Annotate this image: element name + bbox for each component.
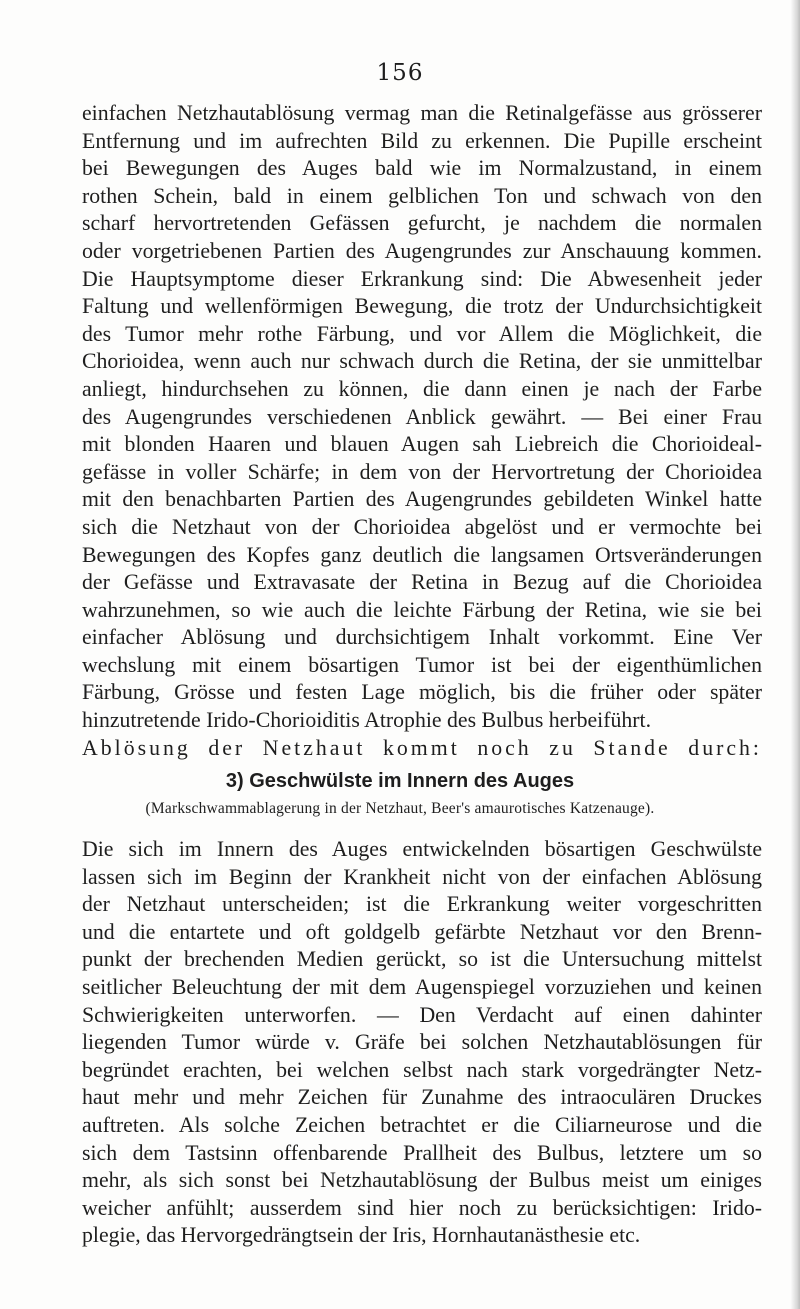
text-line: der Netzhaut unterscheiden; ist die Erkrankung weiter vorgeschritten: [82, 892, 762, 917]
text-line: des Tumor mehr rothe Färbung, und vor Allem die Möglichkeit, die: [82, 321, 762, 346]
text-line: Bewegungen des Kopfes ganz deutlich die langsamen Ortsveränderungen: [82, 542, 762, 567]
text-line: punkt der brechenden Medien gerückt, so ist die Untersuchung mittelst: [82, 947, 762, 972]
text-line: hinzutretende Irido-Chorioiditis Atrophie des Bulbus herbeiführt.: [82, 708, 652, 733]
text-line: Schwierigkeiten unterworfen. — Den Verdacht auf einen dahinter: [82, 1002, 762, 1027]
text-line: lassen sich im Beginn der Krankheit nicht von der einfachen Ablösung: [82, 864, 762, 889]
text-line: und die entartete und oft goldgelb gefärbte Netzhaut vor den Brenn-: [82, 919, 762, 944]
text-line: mit den benachbarten Partien des Augengrundes gebildeten Winkel hatte: [82, 487, 762, 512]
text-line: einfacher Ablösung und durchsichtigem Inhalt vorkommt. Eine Ver: [82, 625, 762, 650]
text-line: mit blonden Haaren und blauen Augen sah Liebreich die Chorioideal-: [82, 432, 762, 457]
text-line: Färbung, Grösse und festen Lage möglich, bis die früher oder später: [82, 680, 762, 705]
text-line: weicher anfühlt; ausserdem sind hier noch zu berücksichtigen: Irido-: [82, 1195, 762, 1220]
text-line: der Gefässe und Extravasate der Retina in Bezug auf die Chorioidea: [82, 570, 762, 595]
text-line: Die sich im Innern des Auges entwickelnden bösartigen Geschwülste: [82, 837, 762, 861]
text-line: liegenden Tumor würde v. Gräfe bei solchen Netzhautablösungen für: [82, 1030, 762, 1055]
text-line: seitlicher Beleuchtung der mit dem Augenspiegel vorzuziehen und keinen: [82, 974, 762, 999]
text-line: wahrzunehmen, so wie auch die leichte Färbung der Retina, wie sie bei: [82, 597, 762, 622]
text-line: plegie, das Hervorgedrängtsein der Iris, Hornhautanästhesie etc.: [82, 1223, 641, 1248]
text-line: mehr, als sich sonst bei Netzhautablösung der Bulbus meist um einiges: [82, 1168, 762, 1193]
page-number: [0, 60, 800, 86]
text-line: Chorioidea, wenn auch nur schwach durch die Retina, der sie unmittelbar: [82, 349, 762, 374]
text-line: Entfernung und im aufrechten Bild zu erkennen. Die Pupille erscheint: [82, 128, 762, 153]
text-line: scharf hervortretenden Gefässen gefurcht, je nachdem die normalen: [82, 211, 762, 236]
text-line: einfachen Netzhautablösung vermag man die Retinalgefässe aus grösserer: [82, 101, 762, 125]
text-line: sich dem Tastsinn offenbarende Prallheit des Bulbus, letztere um so: [82, 1140, 762, 1165]
text-line: des Augengrundes verschiedenen Anblick gewährt. — Bei einer Frau: [82, 404, 762, 429]
text-line: begründet erachten, bei welchen selbst nach stark vorgedrängter Netz-: [82, 1057, 762, 1082]
text-line-spaced: Ablösung der Netzhaut kommt noch zu Stande durch:: [82, 735, 762, 760]
text-line: gefässe in voller Schärfe; in dem von der Hervortretung der Chorioidea: [82, 459, 762, 484]
section-heading: 3) Geschwülste im Innern des Auges: [225, 770, 575, 792]
text-line: Faltung und wellenförmigen Bewegung, die trotz der Undurchsichtigkeit: [82, 294, 762, 319]
page-edge-shadow: [790, 0, 800, 1309]
text-line: bei Bewegungen des Auges bald wie im Normalzustand, in einem: [82, 156, 762, 181]
text-line: Die Hauptsymptome dieser Erkrankung sind: Die Abwesenheit jeder: [82, 266, 762, 291]
page-number-text: 156: [376, 60, 424, 86]
text-line: rothen Schein, bald in einem gelblichen Ton und schwach von den: [82, 183, 762, 208]
text-line: auftreten. Als solche Zeichen betrachtet er die Ciliarneurose und die: [82, 1112, 762, 1137]
text-line: wechslung mit einem bösartigen Tumor ist bei der eigenthümlichen: [82, 652, 762, 677]
text-line: haut mehr und mehr Zeichen für Zunahme des intraoculären Druckes: [82, 1085, 762, 1110]
text-line: oder vorgetriebenen Partien des Augengrundes zur Anschauung kommen.: [82, 238, 762, 263]
paragraph-intraocular-tumors: [82, 836, 762, 1250]
paragraph-retinal-detachment: [82, 100, 762, 762]
section-subheading: (Markschwammablagerung in der Netzhaut, Beer's amaurotisches Katzenauge).: [145, 800, 655, 817]
text-line: sich die Netzhaut von der Chorioidea abgelöst und er vermochte bei: [82, 514, 762, 539]
text-line: anliegt, hindurchsehen zu können, die dann einen je nach der Farbe: [82, 376, 762, 401]
